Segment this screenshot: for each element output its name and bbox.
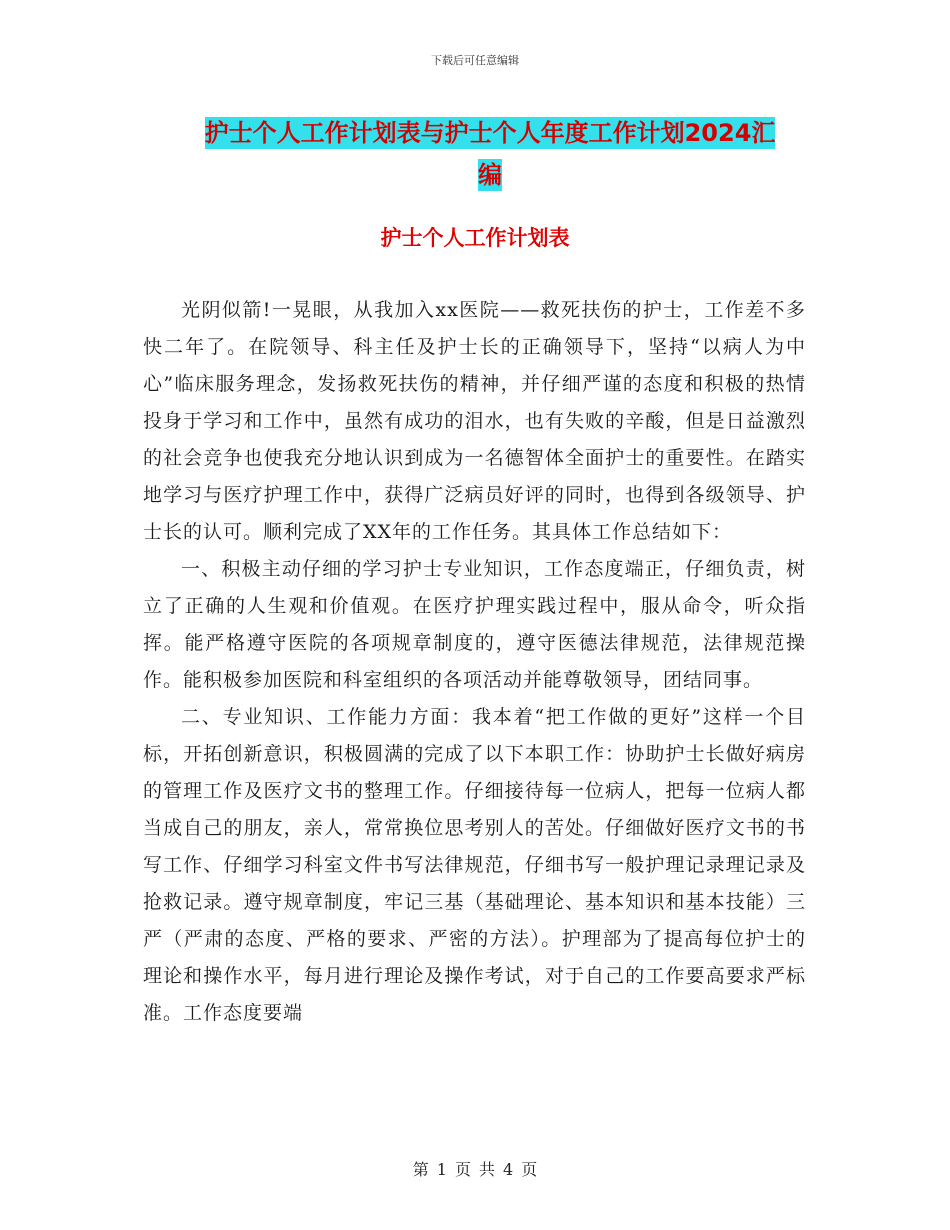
- footer-suffix: 页: [521, 1160, 538, 1179]
- document-title: [150, 112, 830, 196]
- header-note: 下载后可任意编辑: [431, 54, 519, 67]
- footer-total-pages: 4: [503, 1160, 514, 1179]
- footer-page-number: 1: [436, 1160, 447, 1179]
- document-title-line-2: 编: [478, 161, 502, 189]
- section-title: 护士个人工作计划表: [380, 226, 570, 250]
- page-footer: [0, 1157, 950, 1180]
- footer-total-label: 共: [479, 1160, 496, 1179]
- paragraph-one: 一、积极主动仔细的学习护士专业知识，工作态度端正，仔细负责，树立了正确的人生观和价值观。在医疗护理实践过程中，服从命令，听众指挥。能严格遵守医院的各项规章制度的，遵守医德法律规范，法律规范操作。能积极参加医院和科室组织的各项活动并能尊敬领导，团结同事。: [143, 558, 806, 691]
- paragraph-two: 二、专业知识、工作能力方面：我本着“把工作做的更好”这样一个目标，开拓创新意识，积极圆满的完成了以下本职工作：协助护士长做好病房的管理工作及医疗文书的整理工作。仔细接待每一位病人，把每一位病人都当成自己的朋友，亲人，常常换位思考别人的苦处。仔细做好医疗文书的书写工作、仔细学习科室文件书写法律规范，仔细书写一般护理记录理记录及抢救记录。遵守规章制度，牢记三基（基础理论、基本知识和基本技能）三严（严肃的态度、严格的要求、严密的方法）。护理部为了提高每位护士的理论和操作水平，每月进行理论及操作考试，对于自己的工作要高要求严标准。工作态度要端: [143, 706, 806, 1024]
- document-title-line-1: 护士个人工作计划表与护士个人年度工作计划2024汇: [204, 119, 776, 147]
- footer-page-label: 页: [454, 1160, 471, 1179]
- body-text: [143, 292, 806, 1032]
- paragraph-intro: 光阴似箭!一晃眼，从我加入xx医院——救死扶伤的护士，工作差不多快二年了。在院领导、科主任及护士长的正确领导下，坚持“以病人为中心”临床服务理念，发扬救死扶伤的精神，并仔细严谨的态度和积极的热情投身于学习和工作中，虽然有成功的泪水，也有失败的辛酸，但是日益激烈的社会竞争也使我充分地认识到成为一名德智体全面护士的重要性。在踏实地学习与医疗护理工作中，获得广泛病员好评的同时，也得到各级领导、护士长的认可。顺利完成了XX年的工作任务。其具体工作总结如下：: [143, 299, 806, 543]
- footer-prefix: 第: [412, 1160, 429, 1179]
